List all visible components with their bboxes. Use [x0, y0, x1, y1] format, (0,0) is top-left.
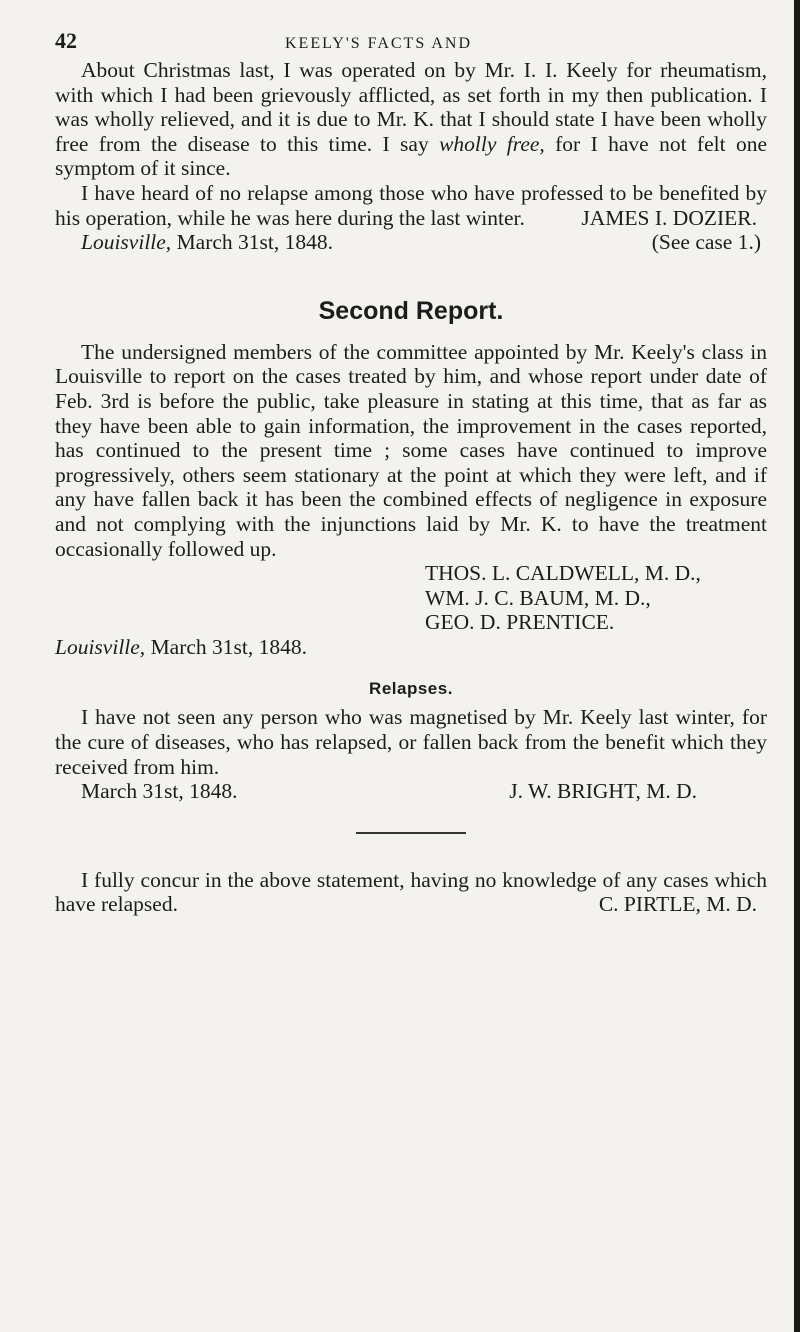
dozier-text-a: About Christmas last, I was operated on by Mr. I. I. Keely for rheumatism, with which I had been grievously afflicted, as set forth in my then publication. I was wholly relieved, and it is due to Mr. K. that I should state I have been wholly free from the disease to this time. I say — [55, 58, 767, 156]
document-page — [55, 28, 767, 917]
concur-body: I fully concur in the above statement, having no knowledge of any cases which have relapsed. — [55, 867, 767, 917]
committee-signer: GEO. D. PRENTICE. — [425, 610, 615, 635]
second-report-place-date — [55, 635, 307, 660]
dozier-text-b: for I have not felt one symptom of it since. — [55, 131, 767, 181]
relapses-signature: J. W. BRIGHT, M. D. — [509, 779, 697, 804]
section-divider — [356, 832, 466, 834]
committee-signer: THOS. L. CALDWELL, M. D., — [425, 561, 701, 586]
relapses-dateline — [55, 779, 767, 804]
dozier-case-note: (See case 1.) — [651, 230, 761, 255]
committee-signer: WM. J. C. BAUM, M. D., — [425, 585, 651, 610]
dozier-signature: JAMES I. DOZIER. — [581, 205, 757, 230]
relapses-date: March 31st, 1848. — [81, 779, 238, 804]
second-report-place: Louisville, — [55, 634, 146, 659]
dozier-dateline — [55, 230, 767, 255]
second-report-dateline — [55, 635, 767, 660]
running-title: KEELY'S FACTS AND — [285, 35, 472, 52]
committee-signatures — [55, 561, 767, 635]
page-number: 42 — [55, 28, 77, 53]
second-report-date: March 31st, 1848. — [145, 634, 308, 659]
dozier-paragraph-2: I have heard of no relapse among those who have professed to be benefited by his operation, while he was here during the last winter. — [55, 180, 767, 230]
dozier-date: March 31st, 1848. — [171, 230, 334, 255]
page-header — [55, 28, 767, 58]
second-report-heading: Second Report. — [318, 296, 504, 325]
page-edge — [794, 0, 800, 1332]
dozier-emphasis: wholly free, — [439, 131, 545, 156]
relapses-body: I have not seen any person who was magnetised by Mr. Keely last winter, for the cure of diseases, who has relapsed, or fallen back from the benefit which they received from him. — [55, 705, 767, 779]
concur-signature: C. PIRTLE, M. D. — [598, 892, 757, 917]
second-report-body: The undersigned members of the committee appointed by Mr. Keely's class in Louisville to report on the cases treated by him, and whose report under date of Feb. 3rd is before the public, take pleasure in stating at this time, that as far as they have been able to gain information, the improvement in the cases reported, has continued to the present time ; some cases have continued to improve progressively, others seem stationary at the point at which they were left, and if any have fallen back it has been the combined effects of negligence in exposure and not complying with the injunctions laid by Mr. K. to have the treatment occasionally followed up. — [55, 339, 767, 561]
dozier-place-date — [55, 230, 333, 255]
dozier-place: Louisville, — [81, 230, 172, 255]
dozier-paragraph-1 — [55, 58, 767, 181]
relapses-heading: Relapses. — [369, 679, 453, 699]
